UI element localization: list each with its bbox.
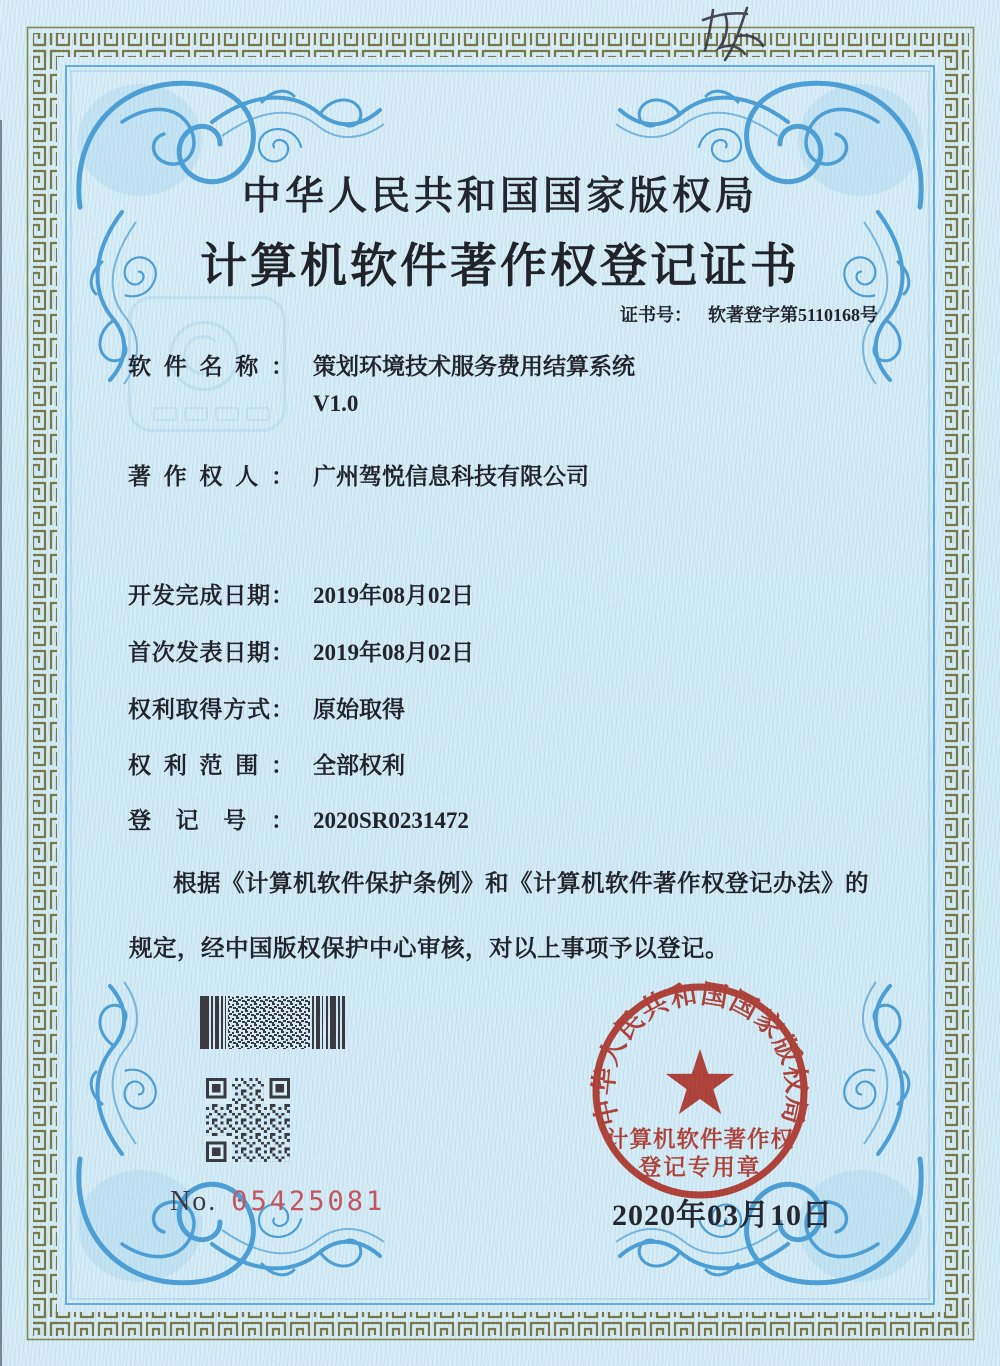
- issue-date: 2020年03月10日: [612, 1199, 833, 1232]
- meander-band-bottom: [33, 1312, 967, 1336]
- serial-label: No.: [170, 1186, 218, 1217]
- field-label: 权利取得方式：: [128, 697, 294, 722]
- field-registration-no: [128, 806, 469, 836]
- handwritten-ink-mark: [695, 2, 785, 74]
- field-right-scope: [128, 751, 405, 781]
- field-value: [313, 352, 635, 419]
- serial-number-row: [170, 1186, 385, 1218]
- certificate-number-value: 软著登字第5110168号: [708, 305, 879, 325]
- field-value: 2020SR0231472: [313, 808, 469, 833]
- field-label: 登记号：: [128, 808, 294, 833]
- registration-statement: [129, 869, 919, 964]
- field-label: 权利范围：: [128, 753, 294, 778]
- field-dev-complete-date: [128, 581, 474, 611]
- seal-text-line2: 登记专用章: [638, 1155, 762, 1180]
- certificate-number-row: [620, 301, 878, 327]
- field-value: 2019年08月02日: [313, 583, 474, 608]
- field-copyright-owner: [128, 462, 589, 492]
- field-first-publish-date: [128, 638, 474, 668]
- software-version: V1.0: [313, 390, 359, 416]
- statement-line-2: 规定，经中国版权保护中心审核，对以上事项予以登记。: [129, 935, 729, 962]
- official-seal-stamp: [582, 973, 818, 1209]
- field-software-name: [128, 352, 635, 419]
- seal-ring-text: 中华人民共和国国家版权局: [588, 978, 812, 1129]
- outer-gold-line: [28, 28, 974, 1340]
- serial-number: 05425081: [231, 1186, 386, 1217]
- certificate-title: 计算机软件著作权登记证书: [200, 241, 800, 293]
- software-name-value: 策划环境技术服务费用结算系统: [313, 354, 635, 379]
- qr-code-graphic: [206, 1078, 290, 1162]
- field-label: 软件名称：: [128, 354, 294, 379]
- field-value: 2019年08月02日: [313, 640, 474, 665]
- star-icon: [666, 1049, 734, 1114]
- meander-band-top: [33, 33, 967, 57]
- field-label: 首次发表日期：: [128, 640, 294, 665]
- field-label: 著作权人：: [128, 464, 294, 489]
- issuing-authority-title: 中华人民共和国国家版权局: [241, 175, 758, 218]
- statement-line-1: 根据《计算机软件保护条例》和《计算机软件著作权登记办法》的: [173, 871, 869, 897]
- field-value: 广州驾悦信息科技有限公司: [313, 464, 589, 489]
- field-value: 原始取得: [313, 697, 405, 722]
- certificate-number-label: 证书号：: [620, 305, 692, 325]
- seal-text-line1: 计算机软件著作权: [605, 1127, 795, 1152]
- field-label: 开发完成日期：: [128, 583, 294, 608]
- field-value: 全部权利: [313, 753, 405, 778]
- pdf417-barcode-graphic: [200, 996, 346, 1049]
- field-right-acquisition: [128, 695, 405, 725]
